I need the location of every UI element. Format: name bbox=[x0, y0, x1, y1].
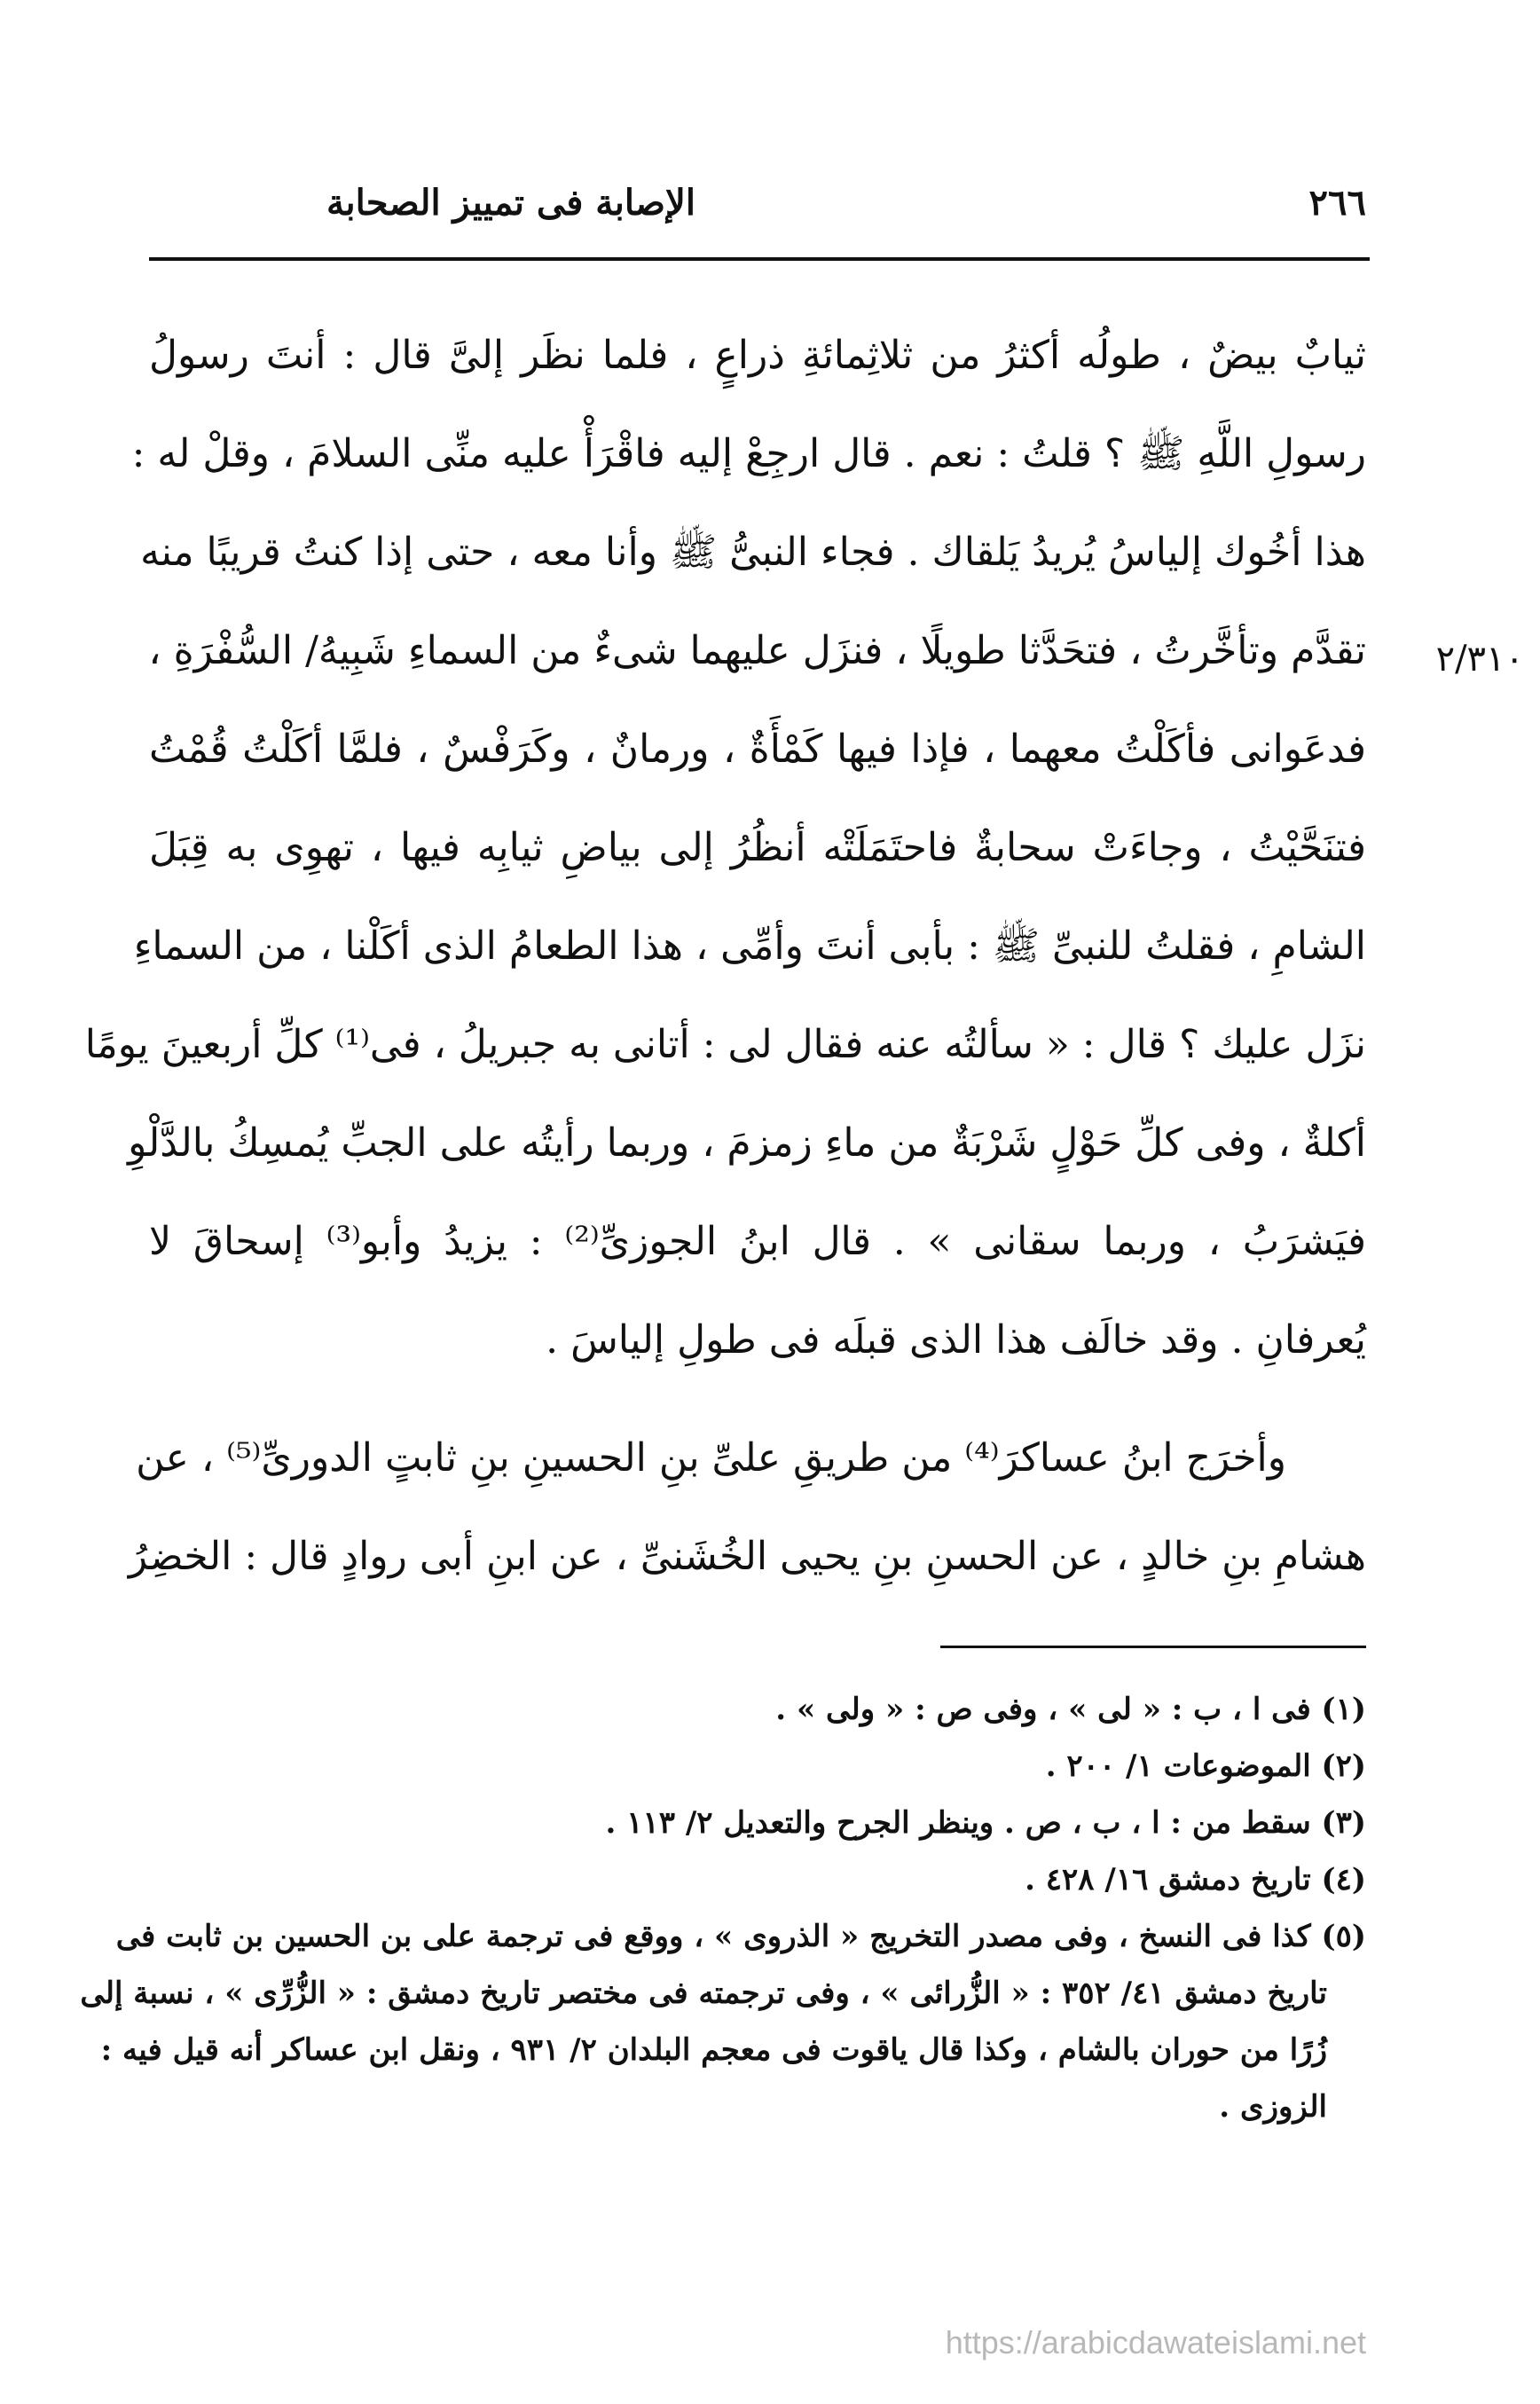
running-title: الإصابة فى تمييز الصحابة bbox=[326, 181, 695, 224]
body-paragraph-2 bbox=[128, 1409, 1366, 1606]
text-line: فدعَوانى فأكَلْتُ معهما ، فإذا فيها كَمْأَةٌ ، ورمانٌ ، وكَرَفْسٌ ، فلمَّا أكَلْتُ قُمْتُ bbox=[149, 727, 1366, 772]
text-line: ثيابٌ بيضٌ ، طولُه أكثرُ من ثلاثِمائةِ ذراعٍ ، فلما نظَر إلىَّ قال : أنتَ رسولُ bbox=[149, 333, 1366, 378]
text-line: هشامِ بنِ خالدٍ ، عن الحسنِ بنِ يحيى الخُشَنىِّ ، عن ابنِ أبى روادٍ قال : الخضِرُ bbox=[128, 1534, 1366, 1579]
text-line: فيَشرَبُ ، وربما سقانى » . قال ابنُ الجوزىِّ⁽²⁾ : يزيدُ وأبو⁽³⁾ إسحاقَ لا bbox=[149, 1219, 1366, 1264]
running-header bbox=[149, 174, 1366, 231]
footnote-1: (١) فى ا ، ب : « لى » ، وفى ص : « ولى » . bbox=[775, 1692, 1366, 1727]
page-number: ٢٦٦ bbox=[1308, 181, 1366, 224]
footnote-5-continued: تاريخ دمشق ٤١/ ٣٥٢ : « الزُّرائى » ، وفى ترجمته فى مختصر تاريخ دمشق : « الزُّرِّى » ، نسبة إلى bbox=[80, 1976, 1327, 2011]
footnote-3: (٣) سقط من : ا ، ب ، ص . وينظر الجرح والتعديل ٢/ ١١٣ . bbox=[605, 1805, 1366, 1841]
watermark-url: https://arabicdawateislami.net bbox=[945, 2324, 1366, 2361]
footnote-4: (٤) تاريخ دمشق ١٦/ ٤٢٨ . bbox=[1025, 1862, 1366, 1897]
header-rule bbox=[149, 257, 1370, 261]
footnote-2: (٢) الموضوعات ١/ ٢٠٠ . bbox=[1045, 1748, 1366, 1784]
margin-reference: ٢/٣١٠ bbox=[1435, 639, 1524, 680]
footnote-5-continued: الزوزى . bbox=[1219, 2089, 1327, 2125]
text-line: يُعرفانِ . وقد خالَف هذا الذى قبلَه فى طولِ إلياسَ . bbox=[546, 1317, 1366, 1363]
text-line: هذا أخُوك إلياسُ يُريدُ يَلقاك . فجاء النبىُّ ﷺ وأنا معه ، حتى إذا كنتُ قريبًا منه bbox=[140, 530, 1366, 575]
text-line: الشامِ ، فقلتُ للنبىِّ ﷺ : بأبى أنتَ وأمِّى ، هذا الطعامُ الذى أكَلْنا ، من السماءِ bbox=[133, 923, 1366, 969]
text-line: أكلةٌ ، وفى كلِّ حَوْلٍ شَرْبَةٌ من ماءِ زمزمَ ، وربما رأيتُه على الجبِّ يُمسِكُ بالدَّلْوِ bbox=[128, 1120, 1366, 1166]
text-line: نزَل عليك ؟ قال : « سألتُه عنه فقال لى : أتانى به جبريلُ ، فى⁽¹⁾ كلِّ أربعينَ يومًا bbox=[84, 1022, 1366, 1067]
footnote-5-continued: زُرًا من حوران بالشام ، وكذا قال ياقوت فى معجم البلدان ٢/ ٩٣١ ، ونقل ابن عساكر أنه قيل فيه : bbox=[100, 2032, 1327, 2068]
body-paragraph-1 bbox=[84, 306, 1366, 1389]
footnote-rule bbox=[940, 1646, 1366, 1648]
footnote-5: (٥) كذا فى النسخ ، وفى مصدر التخريج « الذروى » ، ووقع فى ترجمة على بن الحسين بن ثابت فى bbox=[115, 1919, 1366, 1954]
text-line: رسولِ اللَّهِ ﷺ ؟ قلتُ : نعم . قال ارجِعْ إليه فاقْرَأْ عليه منِّى السلامَ ، وقلْ له : bbox=[131, 431, 1366, 476]
text-line: تقدَّم وتأخَّرتُ ، فتحَدَّثا طويلًا ، فنزَل عليهما شىءٌ من السماءِ شَبِيهُ/ السُّفْرَةِ ، bbox=[148, 628, 1366, 673]
text-line: وأخرَج ابنُ عساكرَ⁽⁴⁾ من طريقِ علىِّ بنِ الحسينِ بنِ ثابتٍ الدورىِّ⁽⁵⁾ ، عن bbox=[136, 1435, 1286, 1481]
footnotes bbox=[80, 1681, 1366, 2135]
text-line: فتنَحَّيْتُ ، وجاءَتْ سحابةٌ فاحتَمَلَتْه أنظُرُ إلى بياضِ ثيابِه فيها ، تهوِى به قِبَلَ bbox=[149, 825, 1366, 870]
